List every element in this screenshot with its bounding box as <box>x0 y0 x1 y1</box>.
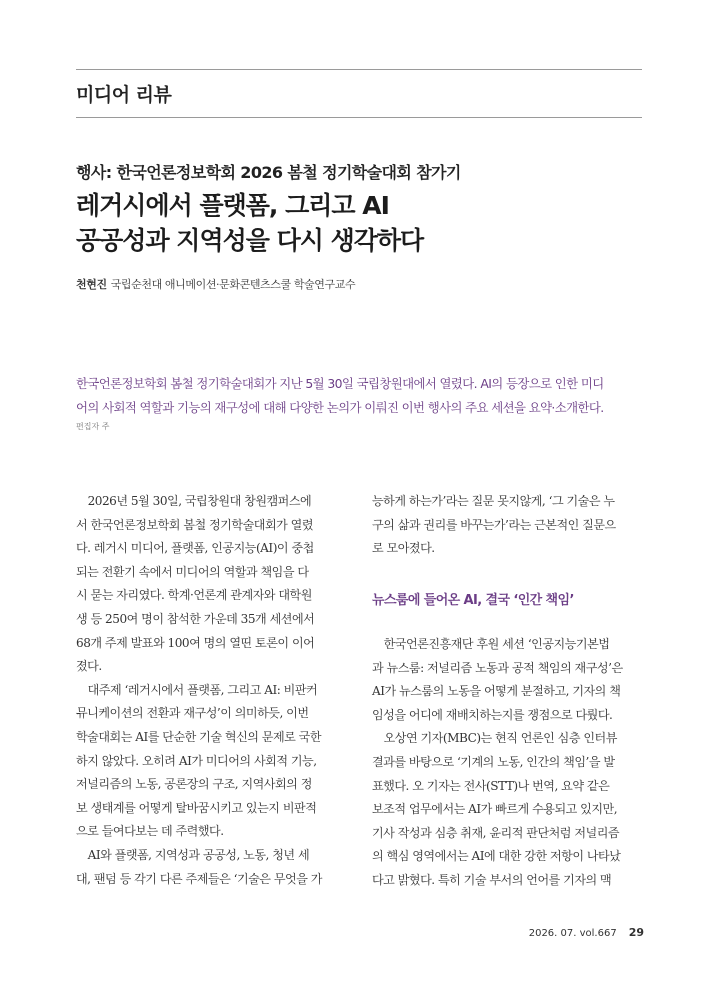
body-text-line: 보 생태계를 어떻게 탈바꿈시키고 있는지 비판적 <box>76 800 317 815</box>
body-text-line: 뮤니케이션의 전환과 재구성’이 의미하듯, 이번 <box>76 706 309 721</box>
body-text-line: 하지 않았다. 오히려 AI가 미디어의 사회적 기능, <box>76 753 317 768</box>
body-text-line: 대, 팬덤 등 각기 다른 주제들은 ‘기술은 무엇을 가 <box>76 871 322 886</box>
page-footer <box>529 926 644 939</box>
body-text-line: 오상연 기자(MBC)는 현직 언론인 심층 인터뷰 <box>372 731 617 746</box>
body-text-line: 졌다. <box>76 659 102 674</box>
headline-line-1: 레거시에서 플랫폼, 그리고 AI <box>76 191 389 220</box>
body-text-line: 임성을 어디에 재배치하는지를 쟁점으로 다뤘다. <box>372 707 613 722</box>
body-text-line: 기사 작성과 심층 취재, 윤리적 판단처럼 저널리즘 <box>372 825 620 840</box>
body-text-line: 과 뉴스룸: 저널리즘 노동과 공적 책임의 재구성’은 <box>372 660 623 675</box>
body-text-line: 저널리즘의 노동, 공론장의 구조, 지역사회의 정 <box>76 777 312 792</box>
body-column-right-top <box>372 490 648 561</box>
body-text-line: 다. 레거시 미디어, 플랫폼, 인공지능(AI)이 중첩 <box>76 541 314 556</box>
headline-line-2: 공공성과 지역성을 다시 생각하다 <box>76 226 424 255</box>
body-text-line: 능하게 하는가’라는 질문 못지않게, ‘그 기술은 누 <box>372 494 615 508</box>
body-column-right-bottom <box>372 633 648 893</box>
body-text-line: 다고 밝혔다. 특히 기술 부서의 언어를 기자의 맥 <box>372 872 612 887</box>
body-text-line: AI가 뉴스룸의 노동을 어떻게 분절하고, 기자의 책 <box>372 684 621 699</box>
body-text-line: 보조적 업무에서는 AI가 빠르게 수용되고 있지만, <box>372 802 618 817</box>
body-text-line: 생 등 250여 명이 참석한 가운데 35개 세션에서 <box>76 611 315 626</box>
event-kicker: 행사: 한국언론정보학회 2026 봄철 정기학술대회 참가기 <box>76 163 461 182</box>
body-text-line: 표했다. 오 기자는 전사(STT)나 번역, 요약 같은 <box>372 778 610 793</box>
page-number: 29 <box>628 926 644 939</box>
byline <box>76 276 355 292</box>
body-text-line: 되는 전환기 속에서 미디어의 역할과 책임을 다 <box>76 564 309 579</box>
body-text-line: AI와 플랫폼, 지역성과 공공성, 노동, 청년 세 <box>76 847 310 862</box>
body-text-line: 68개 주제 발표와 100여 명의 열띤 토론이 이어 <box>76 635 315 650</box>
body-text-line: 로 모아졌다. <box>372 541 435 556</box>
lead-line-1: 한국언론정보학회 봄철 정기학술대회가 지난 5월 30일 국립창원대에서 열렸다. AI의 등장으로 인한 미디 <box>76 376 604 391</box>
body-text-line: 학술대회는 AI를 단순한 기술 혁신의 문제로 국한 <box>76 729 322 744</box>
top-rule <box>76 69 642 70</box>
body-text-line: 시 묻는 자리였다. 학계·언론계 관계자와 대학원 <box>76 588 312 603</box>
body-column-left <box>76 490 346 891</box>
body-text-line: 으로 들여다보는 데 주력했다. <box>76 824 224 839</box>
editor-note: 편집자 주 <box>76 422 110 431</box>
body-text-line: 서 한국언론정보학회 봄철 정기학술대회가 열렸 <box>76 517 314 532</box>
body-text-line: 대주제 ‘레거시에서 플랫폼, 그리고 AI: 비판커 <box>76 682 318 697</box>
section-rule <box>76 117 642 118</box>
body-text-line: 구의 삶과 권리를 바꾸는가’라는 근본적인 질문으 <box>372 517 616 532</box>
body-text-line: 2026년 5월 30일, 국립창원대 창원캠퍼스에 <box>76 494 312 508</box>
author-affiliation: 국립순천대 애니메이션·문화콘텐츠스쿨 학술연구교수 <box>110 278 356 291</box>
body-text-line: 결과를 바탕으로 ‘기계의 노동, 인간의 책임’을 발 <box>372 754 615 769</box>
lead-line-2: 어의 사회적 역할과 기능의 재구성에 대해 다양한 논의가 이뤄진 이번 행사의 주요 세션을 요약·소개한다. <box>76 400 604 415</box>
article-headline <box>76 188 423 258</box>
section-label: 미디어 리뷰 <box>76 84 172 106</box>
lead-paragraph <box>76 372 646 420</box>
author-name: 천현진 <box>76 278 107 291</box>
issue-label: 2026. 07. vol.667 <box>528 928 617 939</box>
body-text-line: 한국언론진흥재단 후원 세션 ‘인공지능기본법 <box>372 637 610 651</box>
subheading: 뉴스룸에 들어온 AI, 결국 ‘인간 책임’ <box>372 593 574 608</box>
body-text-line: 의 핵심 영역에서는 AI에 대한 강한 저항이 나타났 <box>372 849 621 864</box>
